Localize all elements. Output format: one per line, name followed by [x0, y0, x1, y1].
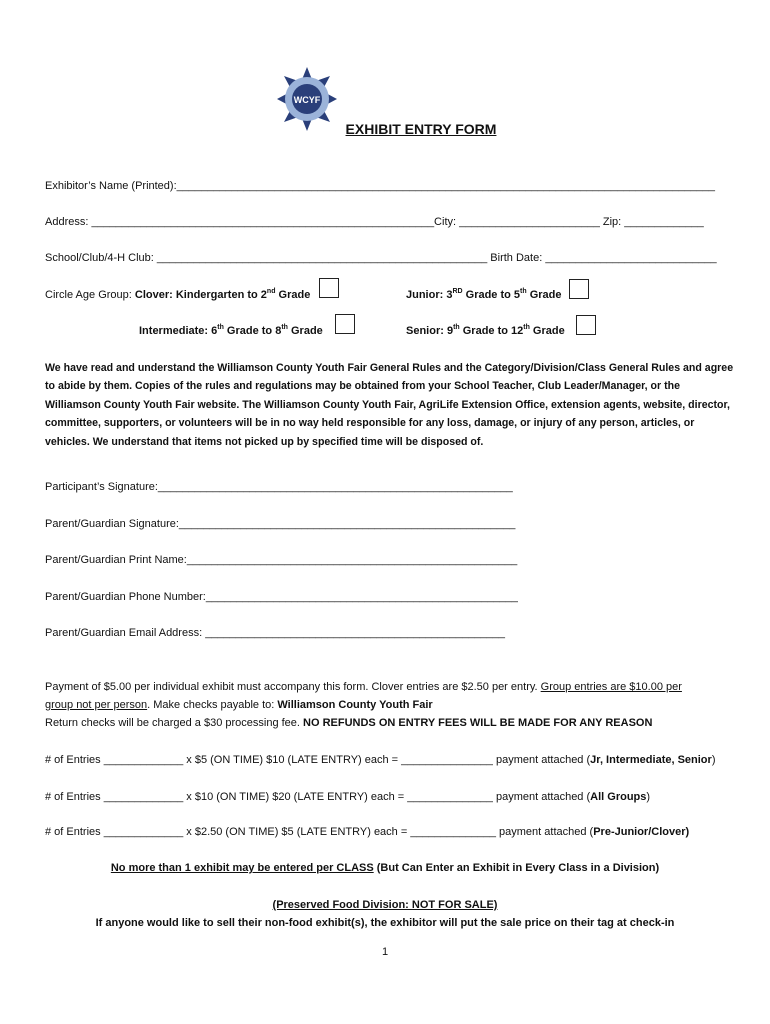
age-group-label: Circle Age Group: — [45, 289, 132, 301]
age-group-row-1 — [45, 289, 310, 301]
participant-signature-field[interactable]: Participant’s Signature:__________________________________________________________ — [45, 481, 513, 493]
logo-text: WCYF — [293, 95, 321, 105]
intermediate-option: Intermediate: 6th Grade to 8th Grade — [139, 324, 323, 337]
entries-row-1[interactable]: # of Entries _____________ x $5 (ON TIME) $10 (LATE ENTRY) each = _______________ payment attached (Jr, Intermediate, Senior) — [45, 754, 716, 766]
junior-option: Junior: 3RD Grade to 5th Grade — [406, 288, 562, 301]
page-title: EXHIBIT ENTRY FORM — [345, 121, 497, 137]
entries-row-3[interactable]: # of Entries _____________ x $2.50 (ON TIME) $5 (LATE ENTRY) each = ______________ payment attached (Pre-Junior/Clover) — [45, 826, 690, 838]
clover-option: Clover: Kindergarten to 2nd Grade — [134, 288, 311, 301]
payment-line-3: Return checks will be charged a $30 processing fee. NO REFUNDS ON ENTRY FEES WILL BE MADE FOR ANY REASON — [45, 717, 653, 729]
school-field[interactable]: School/Club/4-H Club: ______________________________________________________ Birth Date: ____________________________ — [45, 252, 717, 264]
parent-print-name-field[interactable]: Parent/Guardian Print Name:______________________________________________________ — [45, 554, 518, 566]
clover-checkbox[interactable] — [319, 278, 339, 298]
agreement-paragraph: We have read and understand the Williamson County Youth Fair General Rules and the Category/Division/Class General Rules and agree to abide by them. Copies of the rules and regulations may be obtained from your School Teacher, Club Leader/Manager, or the Williamson County Youth Fair website. The Williamson County Youth Fair, AgriLife Extension Office, extension agents, website, director, committee, supporters, or volunteers will be in no way held responsible for any loss, damage, or injury of any person, articles, or vehicles. We understand that items not picked up by specified time will be disposed of. — [45, 362, 734, 448]
address-field[interactable]: Address: ________________________________________________________City: _______________________ Zip: _____________ — [45, 216, 704, 228]
class-limit-note: No more than 1 exhibit may be entered per CLASS (But Can Enter an Exhibit in Every Class in a Division) — [110, 862, 660, 874]
senior-option: Senior: 9th Grade to 12th Grade — [406, 324, 565, 337]
intermediate-checkbox[interactable] — [335, 314, 355, 334]
payment-line-1: Payment of $5.00 per individual exhibit must accompany this form. Clover entries are $2.50 per entry. Group entries are $10.00 per — [45, 681, 682, 693]
preserved-food-note: (Preserved Food Division: NOT FOR SALE) — [272, 899, 498, 911]
parent-email-field[interactable]: Parent/Guardian Email Address: _________________________________________________ — [45, 627, 505, 639]
entries-row-2[interactable]: # of Entries _____________ x $10 (ON TIME) $20 (LATE ENTRY) each = ______________ payment attached (All Groups) — [45, 791, 651, 803]
page-number: 1 — [381, 946, 389, 958]
parent-phone-field[interactable]: Parent/Guardian Phone Number:___________________________________________________ — [45, 591, 518, 603]
payment-line-2: group not per person. Make checks payable to: Williamson County Youth Fair — [45, 699, 433, 711]
parent-signature-field[interactable]: Parent/Guardian Signature:_______________________________________________________ — [45, 518, 516, 530]
sale-note: If anyone would like to sell their non-food exhibit(s), the exhibitor will put the sale price on their tag at check-in — [95, 917, 675, 929]
senior-checkbox[interactable] — [576, 315, 596, 335]
exhibitor-name-field[interactable]: Exhibitor’s Name (Printed):________________________________________________________________________________________ — [45, 180, 715, 192]
junior-checkbox[interactable] — [569, 279, 589, 299]
